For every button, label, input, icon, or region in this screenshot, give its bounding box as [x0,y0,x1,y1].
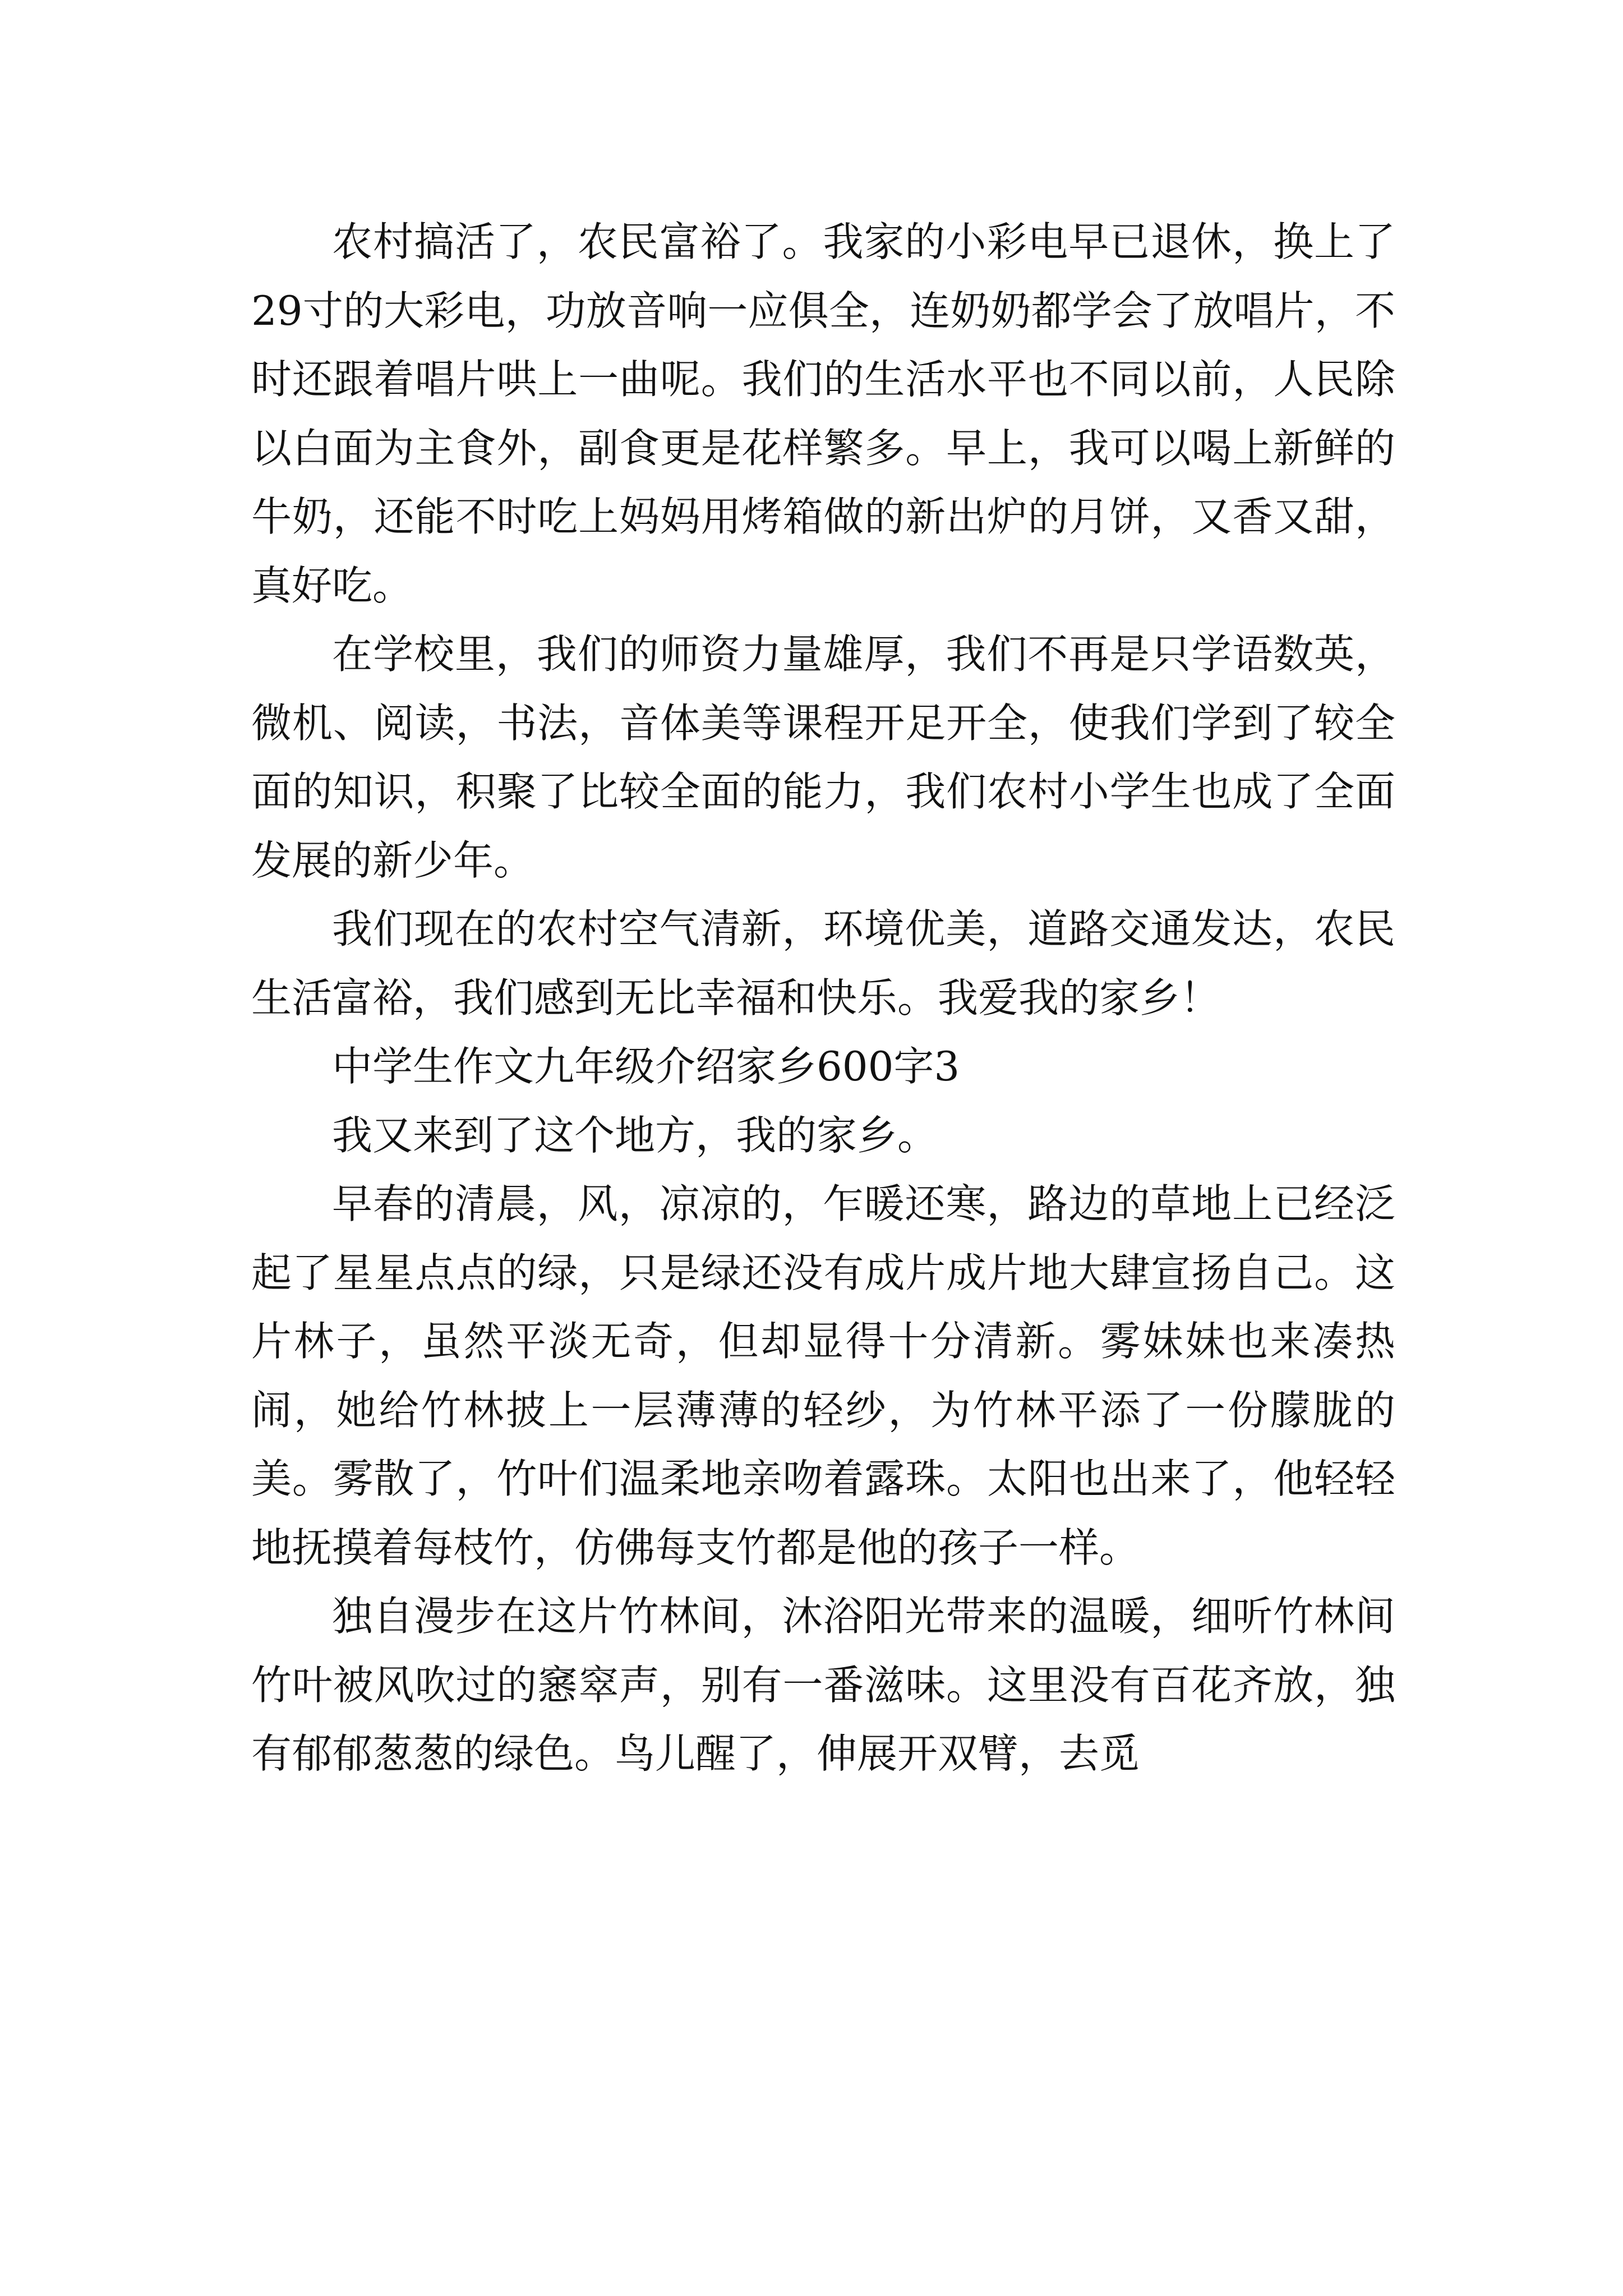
paragraph-school: 在学校里，我们的师资力量雄厚，我们不再是只学语数英，微机、阅读，书法，音体美等课程开足开全，使我们学到了较全面的知识，积聚了比较全面的能力，我们农村小学生也成了全面发展的新少年。 [251,631,1395,884]
paragraph-early-spring: 早春的清晨，风，凉凉的，乍暖还寒，路边的草地上已经泛起了星星点点的绿，只是绿还没有成片成片地大肆宣扬自己。这片林子，虽然平淡无奇，但却显得十分清新。雾妹妹也来凑热闹，她给竹林披上一层薄薄的轻纱，为竹林平添了一份朦胧的美。雾散了，竹叶们温柔地亲吻着露珠。太阳也出来了，他轻轻地抚摸着每枝竹，仿佛每支竹都是他的孩子一样。 [251,1180,1395,1571]
paragraph-bamboo-walk: 独自漫步在这片竹林间，沐浴阳光带来的温暖，细听竹林间竹叶被风吹过的窸窣声，别有一番滋味。这里没有百花齐放，独有郁郁葱葱的绿色。鸟儿醒了，伸展开双臂，去觅 [251,1593,1395,1777]
essay-heading: 中学生作文九年级介绍家乡600字3 [332,1043,960,1090]
essay-body [251,208,1395,1788]
paragraph-love-hometown: 我们现在的农村空气清新，环境优美，道路交通发达，农民生活富裕，我们感到无比幸福和快乐。我爱我的家乡！ [251,905,1395,1022]
paragraph-rural-life: 农村搞活了，农民富裕了。我家的小彩电早已退休，换上了29寸的大彩电，功放音响一应俱全，连奶奶都学会了放唱片，不时还跟着唱片哄上一曲呢。我们的生活水平也不同以前，人民除以白面为主食外，副食更是花样繁多。早上，我可以喝上新鲜的牛奶，还能不时吃上妈妈用烤箱做的新出炉的月饼，又香又甜，真好吃。 [251,218,1395,609]
paragraph-return-hometown: 我又来到了这个地方，我的家乡。 [332,1111,938,1159]
